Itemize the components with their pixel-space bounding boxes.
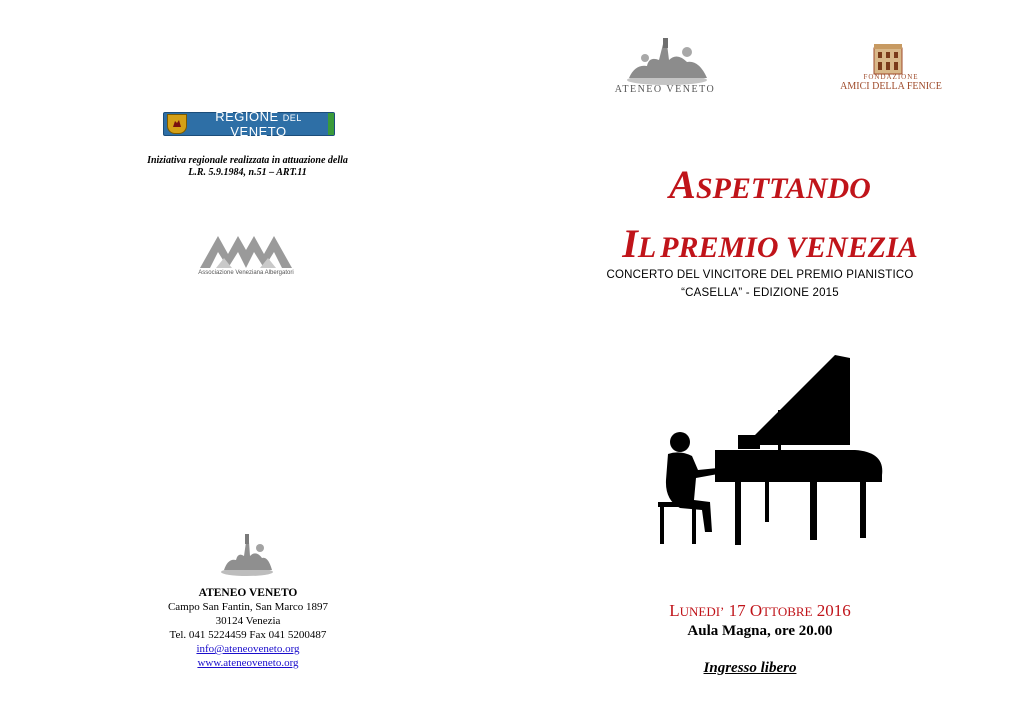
contact-phone: Tel. 041 5224459 Fax 041 5200487 [169,629,327,641]
pianist-silhouette-icon [650,350,890,550]
ateneo-emblem-icon [615,38,720,86]
lion-shield-icon [167,114,187,134]
title-line-2: IL PREMIO VENEZIA [622,221,918,266]
contact-city: 30124 Venezia [215,615,281,627]
subtitle-line-1: CONCERTO DEL VINCITORE DEL PREMIO PIANISTICO [606,269,914,281]
fenice-line-2: AMICI DELLA FENICE [840,81,942,92]
ateneo-emblem-small-icon [216,530,278,578]
event-title [540,160,1000,278]
contact-email-link[interactable]: info@ateneoveneto.org [196,643,300,655]
contact-website-link[interactable]: www.ateneoveneto.org [197,657,299,669]
event-venue: Aula Magna, ore 20.00 [687,623,833,639]
contact-name: ATENEO VENETO [198,587,298,599]
ava-caption: Associazione Veneziana Albergatori [198,270,294,276]
regione-veneto-logo [163,109,335,139]
event-date: LUNEDI’ 17 OTTOBRE 2016 [669,601,851,620]
iniziativa-line-2: L.R. 5.9.1984, n.51 – ART.11 [188,167,307,178]
iniziativa-line-1: Iniziativa regionale realizzata in attuazione della [147,155,348,166]
iniziativa-note [110,155,385,179]
fenice-line-1: FONDAZIONE [863,73,919,81]
free-entry-note: Ingresso libero [703,660,797,676]
event-subtitle [560,266,960,302]
ateneo-logo-text: ATENEO VENETO [614,84,716,95]
regione-logo-text: REGIONE DEL VENETO [215,109,302,139]
contact-address: Campo San Fantin, San Marco 1897 [167,601,329,613]
fenice-logo-text [836,72,946,92]
regione-green-stripe [328,113,334,135]
contact-block [130,586,366,670]
title-line-1: ASPETTANDO [669,162,871,207]
subtitle-line-2: “CASELLA” - EDIZIONE 2015 [681,287,839,299]
